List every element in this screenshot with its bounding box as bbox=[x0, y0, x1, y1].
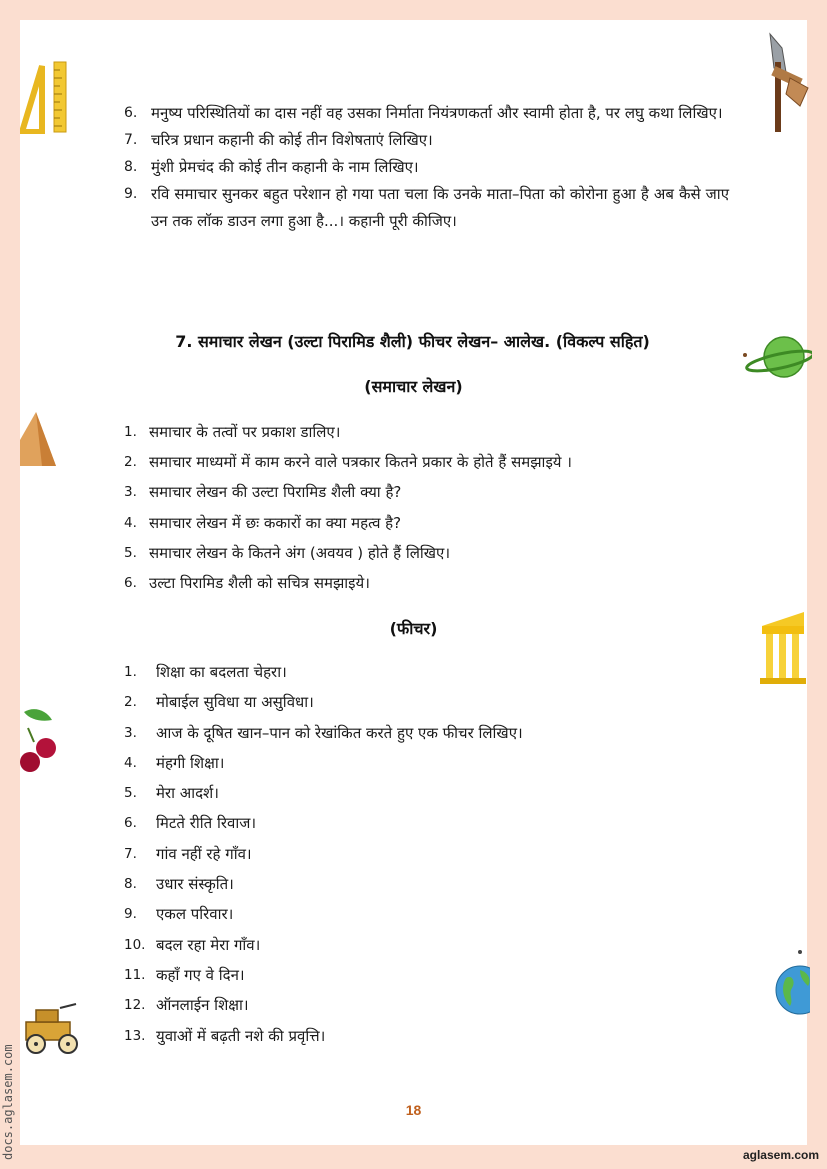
pillar-temple-icon bbox=[758, 608, 808, 686]
list-item: 6. मनुष्य परिस्थितियों का दास नहीं वह उसका निर्माता नियंत्रणकर्ता और स्वामी होता है, पर लघु कथा लिखिए। bbox=[124, 104, 723, 122]
list-item: 5. मेरा आदर्श। bbox=[124, 784, 219, 803]
stone-axe-icon bbox=[768, 32, 812, 136]
ruler-triangle-icon bbox=[20, 60, 68, 134]
list-item: 6. मिटते रीति रिवाज। bbox=[124, 814, 257, 833]
news-questions-list bbox=[124, 417, 744, 598]
story-questions-list bbox=[124, 100, 729, 235]
cherries-icon bbox=[20, 706, 58, 776]
news-subheading: (समाचार लेखन) bbox=[364, 377, 463, 396]
list-item: 1. समाचार के तत्वों पर प्रकाश डालिए। bbox=[124, 423, 341, 441]
list-item: 7. चरित्र प्रधान कहानी की कोई तीन विशेषताएं लिखिए। bbox=[124, 131, 433, 149]
list-item: 8. मुंशी प्रेमचंद की कोई तीन कहानी के नाम लिखिए। bbox=[124, 158, 419, 176]
list-item: 9. एकल परिवार। bbox=[124, 905, 234, 924]
feature-topics-list bbox=[124, 657, 744, 1051]
list-item: 2. समाचार माध्यमों में काम करने वाले पत्रकार कितने प्रकार के होते हैं समझाइये । bbox=[124, 453, 572, 472]
feature-subheading: (फीचर) bbox=[389, 619, 438, 638]
side-watermark: docs.aglasem.com bbox=[1, 1044, 15, 1160]
list-item: 3. समाचार लेखन की उल्टा पिरामिड शैली क्या है? bbox=[124, 483, 402, 502]
list-item: 6. उल्टा पिरामिड शैली को सचित्र समझाइये। bbox=[124, 573, 370, 592]
pyramid-icon bbox=[20, 410, 58, 468]
list-item: 5. समाचार लेखन के कितने अंग (अवयव ) होते हैं लिखिए। bbox=[124, 543, 451, 562]
list-item: 9. रवि समाचार सुनकर बहुत परेशान हो गया पता चला कि उनके माता–पिता को कोरोना हुआ है अब कैसे जाए उन तक लॉक डाउन लगा हुआ है...। कहानी पूरी कीजिए। bbox=[124, 185, 729, 230]
list-item: 13. युवाओं में बढ़ती नशे की प्रवृत्ति। bbox=[124, 1026, 326, 1045]
vintage-car-icon bbox=[20, 1000, 84, 1060]
planet-icon bbox=[740, 335, 812, 385]
section-heading: 7. समाचार लेखन (उल्टा पिरामिड शैली) फीचर लेखन– आलेख. (विकल्प सहित) bbox=[175, 332, 650, 351]
page-number: 18 bbox=[405, 1102, 422, 1118]
site-name: aglasem.com bbox=[742, 1148, 819, 1162]
list-item: 11. कहाँ गए वे दिन। bbox=[124, 965, 245, 984]
list-item: 1. शिक्षा का बदलता चेहरा। bbox=[124, 663, 287, 681]
list-item: 2. मोबाईल सुविधा या असुविधा। bbox=[124, 693, 314, 712]
document-page bbox=[20, 20, 807, 1145]
list-item: 8. उधार संस्कृति। bbox=[124, 875, 234, 894]
list-item: 3. आज के दूषित खान–पान को रेखांकित करते हुए एक फीचर लिखिए। bbox=[124, 723, 523, 742]
list-item: 4. मंहगी शिक्षा। bbox=[124, 753, 225, 772]
list-item: 12. ऑनलाईन शिक्षा। bbox=[124, 996, 249, 1015]
list-item: 4. समाचार लेखन में छः ककारों का क्या महत्व है? bbox=[124, 513, 402, 532]
list-item: 7. गांव नहीं रहे गाँव। bbox=[124, 844, 252, 863]
globe-icon bbox=[774, 948, 810, 1018]
list-item: 10. बदल रहा मेरा गाँव। bbox=[124, 935, 261, 954]
